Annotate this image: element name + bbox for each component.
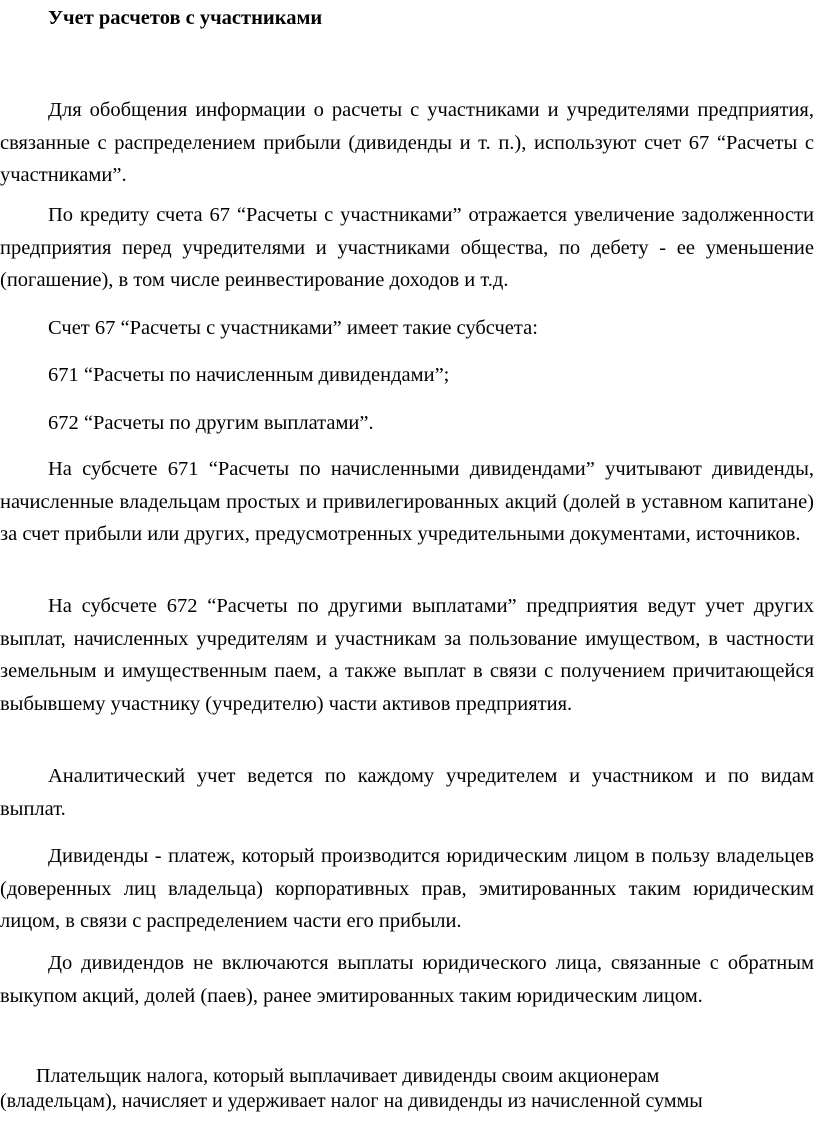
paragraph-11: Плательщик налога, который выплачивает дивиденды своим акционерам (владельцам), начисляет и удерживает налог на дивиденды из начисленной суммы [0, 1065, 703, 1112]
paragraph-9: Дивиденды - платеж, который производится юридическим лицом в пользу владельцев (доверенных лиц владельца) корпоративных прав, эмитированных таким юридическим лицом, в связи с распределением части его прибыли. [0, 845, 814, 932]
paragraph-1: Для обобщения информации о расчеты с участниками и учредителями предприятия, связанные с распределением прибыли (дивиденды и т. п.), используют счет 67 “Расчеты с участниками”. [0, 99, 814, 186]
paragraph-2: По кредиту счета 67 “Расчеты с участниками” отражается увеличение задолженности предприятия перед учредителями и участниками общества, по дебету - ее уменьшение (погашение), в том числе реинвестирование доходов и т.д. [0, 204, 814, 291]
paragraph-3: Счет 67 “Расчеты с участниками” имеет такие субсчета: [48, 317, 538, 339]
document-title: Учет расчетов с участниками [48, 7, 323, 29]
paragraph-5: 672 “Расчеты по другим выплатами”. [48, 412, 374, 434]
paragraph-8: Аналитический учет ведется по каждому учредителем и участником и по видам выплат. [0, 765, 814, 820]
paragraph-4: 671 “Расчеты по начисленным дивидендами”; [48, 364, 450, 386]
paragraph-10: До дивидендов не включаются выплаты юридического лица, связанные с обратным выкупом акций, долей (паев), ранее эмитированных таким юридическим лицом. [0, 952, 814, 1007]
paragraph-7: На субсчете 672 “Расчеты по другими выплатами” предприятия ведут учет других выплат, начисленных учредителям и участникам за пользование имуществом, в частности земельным и имущественным паем, а также выплат в связи с получением причитающейся выбывшему участнику (учредителю) части активов предприятия. [0, 595, 814, 715]
paragraph-6: На субсчете 671 “Расчеты по начисленными дивидендами” учитывают дивиденды, начисленные владельцам простых и привилегированных акций (долей в уставном капитане) за счет прибыли или других, предусмотренных учредительными документами, источников. [0, 458, 814, 545]
